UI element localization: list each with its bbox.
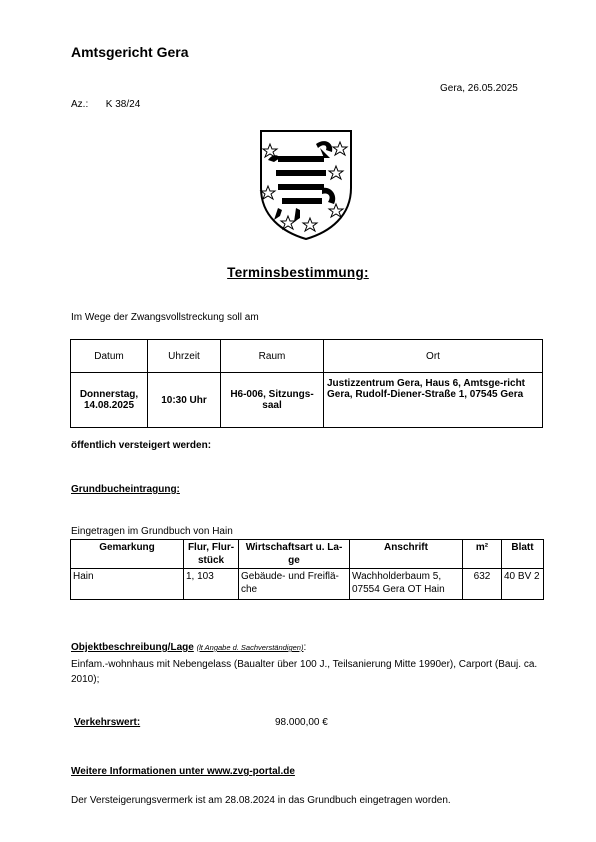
column-header: Gemarkung: [71, 540, 184, 569]
column-header: Ort: [324, 340, 543, 373]
table-header-row: [71, 540, 544, 569]
cell-gemarkung: Hain: [71, 569, 184, 600]
land-register-intro: Eingetragen im Grundbuch von Hain: [71, 526, 233, 537]
az-value: K 38/24: [105, 99, 141, 110]
cell-blatt: 40 BV 2: [502, 569, 544, 600]
object-heading-label: Objektbeschreibung/Lage: [71, 642, 194, 653]
registration-note: Der Versteigerungsvermerk ist am 28.08.2024 in das Grundbuch eingetragen worden.: [71, 795, 451, 806]
column-header: Anschrift: [350, 540, 463, 569]
land-register-table: [70, 539, 544, 600]
column-header: Flur, Flur-stück: [184, 540, 239, 569]
court-name: Amtsgericht Gera: [71, 44, 189, 60]
cell-datum: Donnerstag, 14.08.2025: [71, 373, 148, 428]
document-date: Gera, 26.05.2025: [440, 83, 518, 94]
document-title: Terminsbestimmung:: [227, 265, 369, 280]
column-header: Datum: [71, 340, 148, 373]
object-description-heading: [71, 642, 306, 653]
info-link[interactable]: Weitere Informationen unter www.zvg-portal.de: [71, 766, 295, 777]
file-reference: [71, 99, 140, 110]
column-header: Raum: [221, 340, 324, 373]
table-row: [71, 569, 544, 600]
column-header: Uhrzeit: [148, 340, 221, 373]
market-value-amount: 98.000,00 €: [275, 717, 328, 728]
object-description-text: Einfam.-wohnhaus mit Nebengelass (Baualter über 100 J., Teilsanierung Mitte 1990er), Carport (Bauj. ca. 2010);: [71, 659, 538, 685]
object-heading-suffix: :: [303, 642, 307, 653]
auction-statement: öffentlich versteigert werden:: [71, 440, 212, 451]
cell-anschrift: Wachholderbaum 5, 07554 Gera OT Hain: [350, 569, 463, 600]
column-header: Blatt: [502, 540, 544, 569]
column-header: Wirtschaftsart u. La-ge: [239, 540, 350, 569]
cell-wirtschaftsart: Gebäude- und Freiflä-che: [239, 569, 350, 600]
appointment-table: [70, 339, 543, 428]
cell-raum: H6-006, Sitzungs-saal: [221, 373, 324, 428]
column-header: m²: [463, 540, 502, 569]
market-value-label: Verkehrswert:: [74, 717, 141, 728]
cell-ort: Justizzentrum Gera, Haus 6, Amtsge-richt Gera, Rudolf-Diener-Straße 1, 07545 Gera: [324, 373, 543, 428]
az-label: Az.:: [71, 99, 89, 110]
thuringia-coat-of-arms-icon: [258, 128, 354, 241]
cell-m2: 632: [463, 569, 502, 600]
object-heading-note: (lt Angabe d. Sachverständigen): [196, 643, 304, 652]
table-row: [71, 373, 543, 428]
table-header-row: [71, 340, 543, 373]
cell-flur: 1, 103: [184, 569, 239, 600]
intro-text: Im Wege der Zwangsvollstreckung soll am: [71, 312, 259, 323]
land-register-heading: Grundbucheintragung:: [71, 484, 180, 495]
cell-uhrzeit: 10:30 Uhr: [148, 373, 221, 428]
